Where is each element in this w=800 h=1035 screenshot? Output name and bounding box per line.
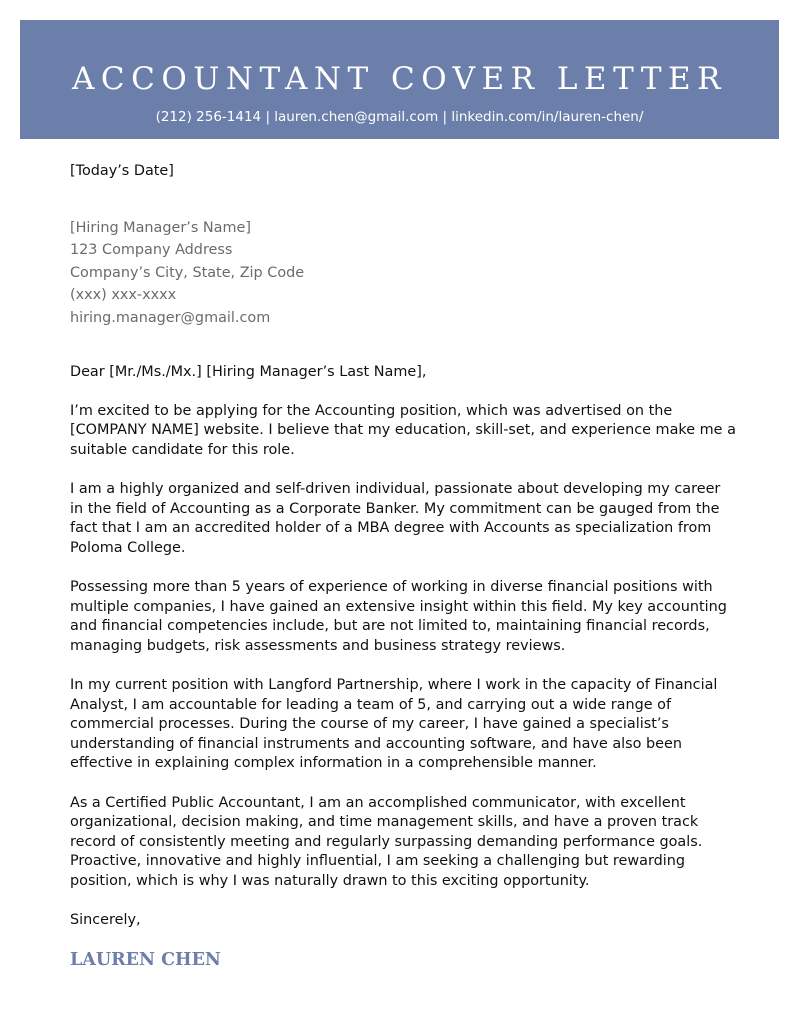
- paragraph-intro: [70, 402, 738, 461]
- recipient-city: Company’s City, State, Zip Code: [70, 264, 305, 281]
- contact-line: (212) 256-1414 | lauren.chen@gmail.com | linkedin.com/in/lauren-chen/: [155, 109, 644, 125]
- recipient-name: [Hiring Manager’s Name]: [70, 219, 251, 236]
- recipient-phone: (xxx) xxx-xxxx: [70, 287, 177, 304]
- paragraph-text: Proactive, innovative and highly influential, I am seeking a challenging but rewarding position, which is why I was naturally drawn to this exciting opportunity.: [70, 853, 686, 889]
- paragraph-text: In my current position with Langford Partnership, where I work in the capacity of Financial Analyst, I am accountable for leading a team of 5, and carrying out a wide range of commercial processes. During the course of my career, I have gained a specialist’s understanding of financial instruments and accounting software, and have also been effective in explaining complex information in a comprehensible manner.: [70, 677, 718, 772]
- paragraph-background: [70, 480, 738, 558]
- document-title: ACCOUNTANT COVER LETTER: [72, 61, 727, 97]
- paragraph-current-position: [70, 676, 738, 774]
- letter-body: [70, 162, 738, 971]
- recipient-block: [70, 217, 738, 330]
- closing: Sincerely,: [70, 912, 141, 929]
- paragraph-skills: [70, 794, 738, 892]
- header-banner: [20, 20, 779, 139]
- paragraph-text: As a Certified Public Accountant, I am an accomplished communicator, with excellent organizational, decision making, and time management skills, and have a proven track record of consistently meeting and regularly surpassing demanding performance goals.: [70, 794, 703, 850]
- paragraph-text: I’m excited to be applying for the Accounting position, which was advertised on the [COMPANY NAME] website. I believe that my education, skill-set, and experience make me a suitable candidate for this role.: [70, 402, 736, 458]
- paragraph-experience: [70, 578, 738, 656]
- recipient-address: 123 Company Address: [70, 242, 233, 259]
- paragraph-text: I am a highly organized and self-driven individual, passionate about developing my career in the field of Accounting as a Corporate Banker. My commitment can be gauged from the fact that I am an accredited holder of a MBA degree with Accounts as specialization from Poloma College.: [70, 481, 721, 556]
- recipient-email: hiring.manager@gmail.com: [70, 309, 271, 326]
- letter-date: [Today’s Date]: [70, 163, 174, 179]
- salutation: Dear [Mr./Ms./Mx.] [Hiring Manager’s Last Name],: [70, 363, 427, 380]
- signature-name: LAUREN CHEN: [70, 949, 221, 970]
- paragraph-text: Possessing more than 5 years of experience of working in diverse financial positions with multiple companies, I have gained an extensive insight within this field. My key accounting and financial competencies include, but are not limited to, maintaining financial records, managing budgets, risk assessments and business strategy reviews.: [70, 579, 727, 654]
